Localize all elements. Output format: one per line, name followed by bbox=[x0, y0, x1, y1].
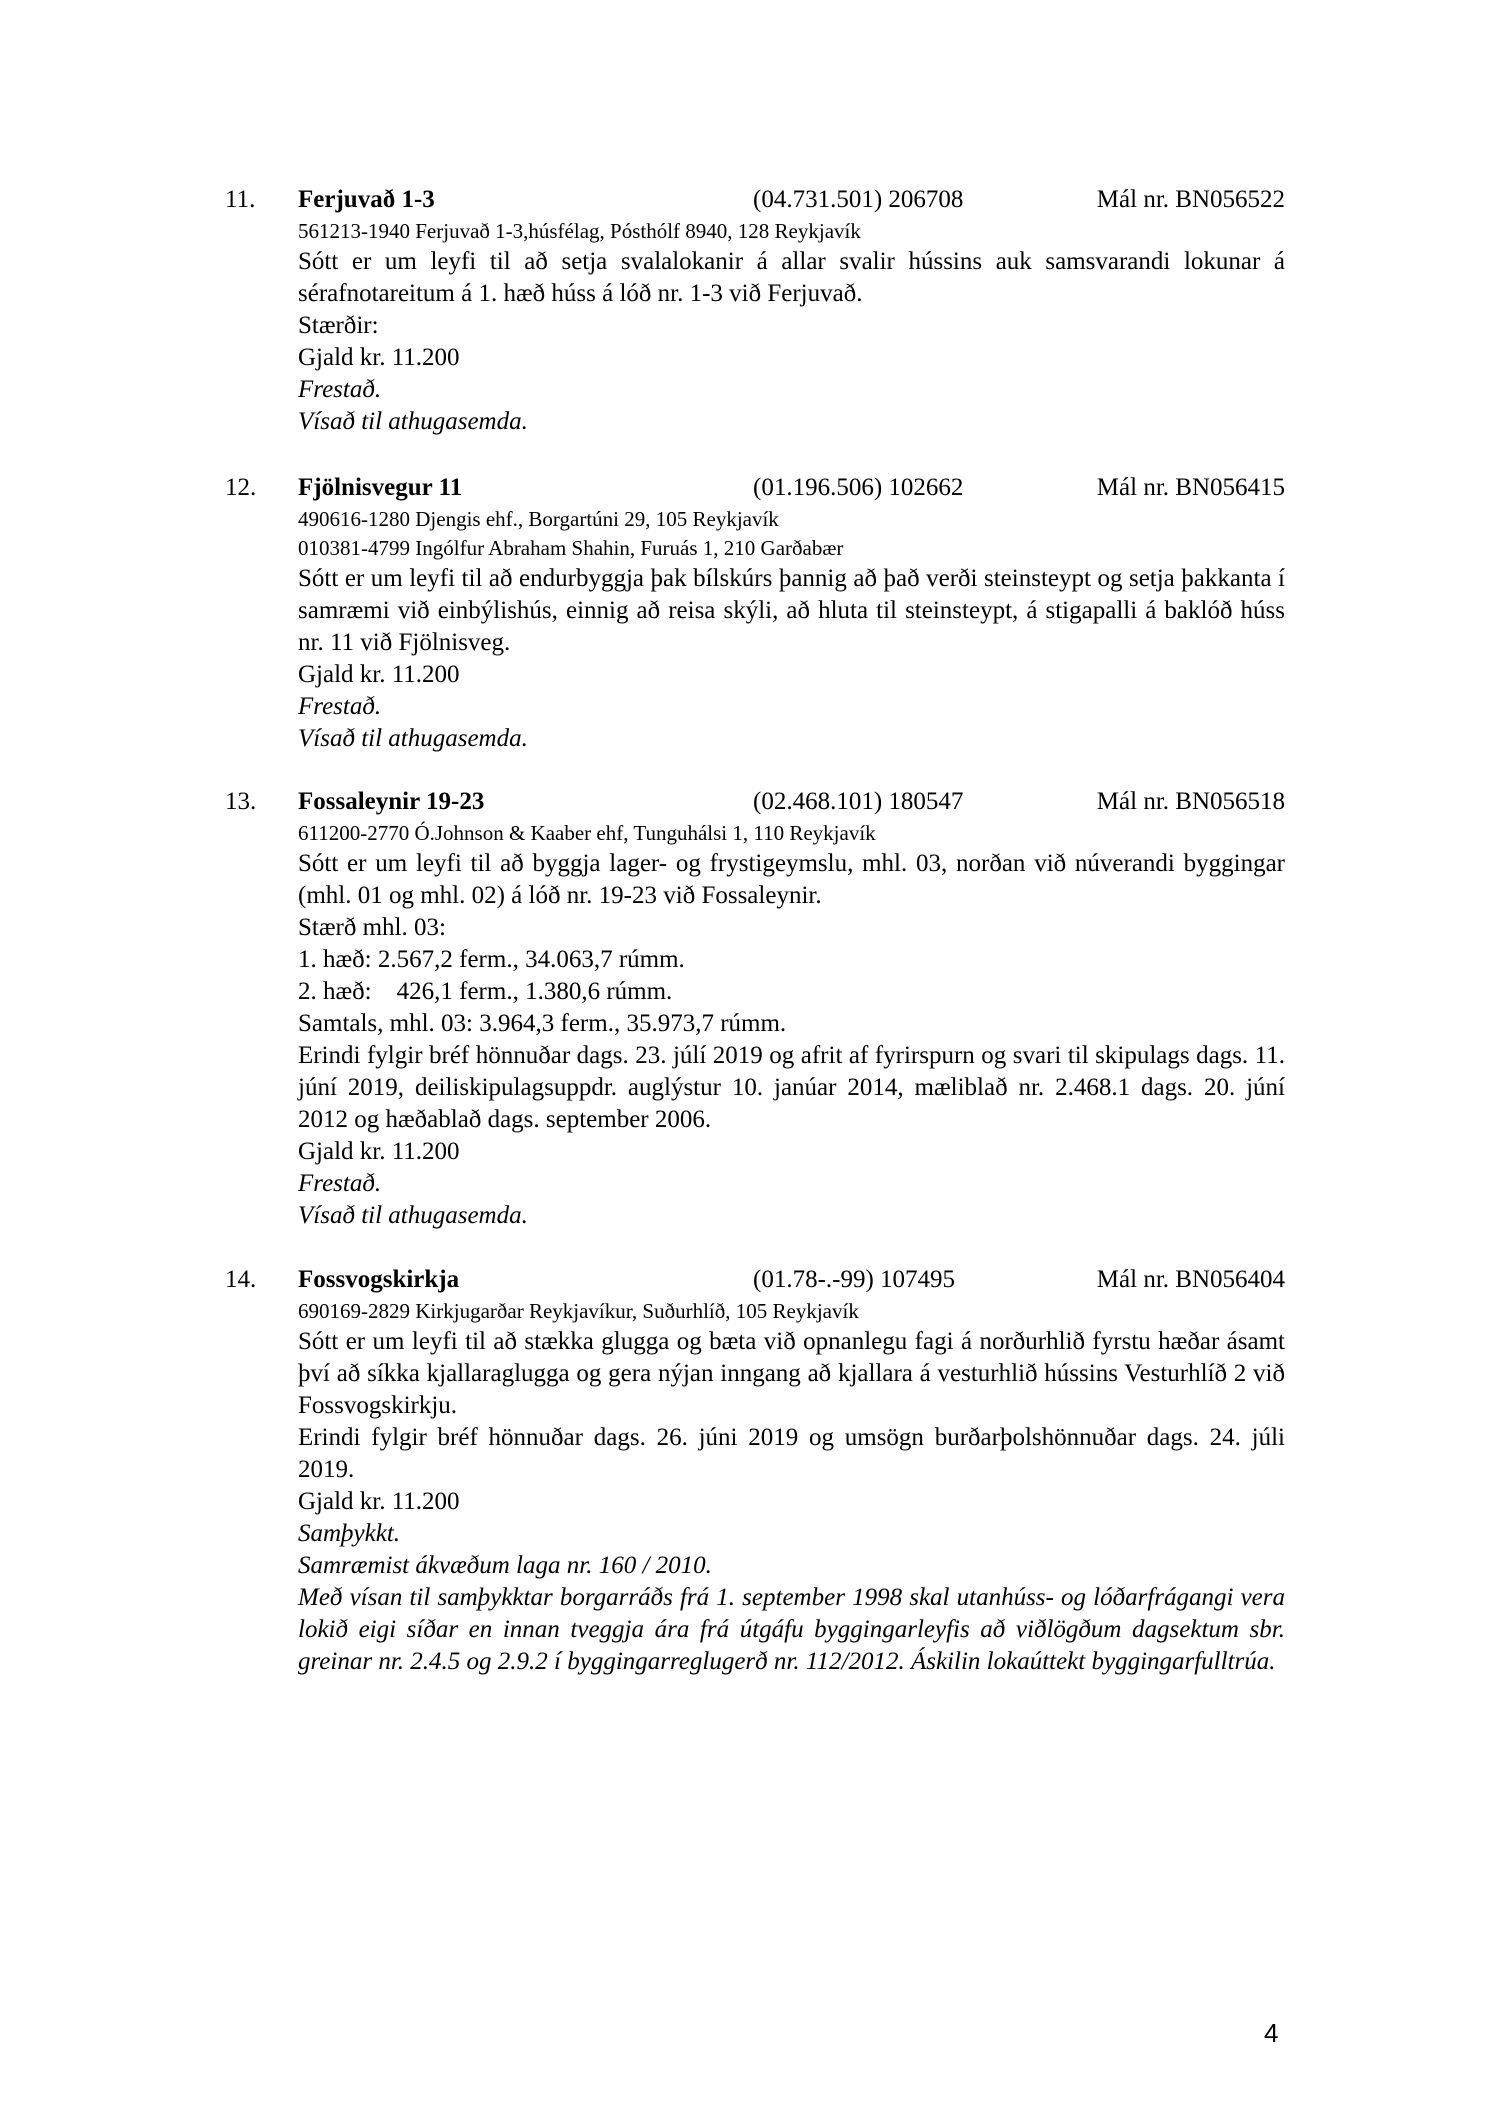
case-attachments: Erindi fylgir bréf hönnuðar dags. 26. júni 2019 og umsögn burðarþolshönnuðar dags. 24. júli 2019. bbox=[298, 1424, 1285, 1483]
dimensions-floor-2: 2. hæð: 426,1 ferm., 1.380,6 rúmm. bbox=[298, 978, 673, 1005]
case-body bbox=[298, 819, 1285, 1232]
case-number: 11. bbox=[225, 186, 256, 213]
property-code: (02.468.101) 180547 bbox=[753, 788, 964, 815]
case-header bbox=[225, 1263, 1285, 1297]
case-description: Sótt er um leyfi til að stækka glugga og bæta við opnanlegu fagi á norðurhlið fyrstu hæðar ásamt því að síkka kjallaraglugga og gera nýjan inngang að kjallara á vesturhlið hússins Vesturhlíð 2 við Fossvogskirkju. bbox=[298, 1328, 1285, 1419]
case-description: Sótt er um leyfi til að endurbyggja þak bílskúrs þannig að það verði steinsteypt og setja þakkanta í samræmi við einbýlishús, einnig að reisa skýli, að hluta til steinsteypt, á stigapalli á baklóð húss nr. 11 við Fjölnisveg. bbox=[298, 565, 1285, 656]
fee: Gjald kr. 11.200 bbox=[298, 344, 460, 371]
case-title: Fossaleynir 19-23 bbox=[298, 788, 485, 815]
page-number: 4 bbox=[1264, 2018, 1279, 2048]
property-code: (04.731.501) 206708 bbox=[753, 186, 964, 213]
fee: Gjald kr. 11.200 bbox=[298, 1488, 460, 1515]
decision: Frestað. bbox=[298, 693, 382, 720]
dimensions-label: Stærðir: bbox=[298, 312, 379, 339]
case-reference: Mál nr. BN056404 bbox=[1096, 1266, 1285, 1293]
dimensions-floor-1: 1. hæð: 2.567,2 ferm., 34.063,7 rúmm. bbox=[298, 946, 685, 973]
conditions-note: Með vísan til samþykktar borgarráðs frá 1. september 1998 skal utanhúss- og lóðarfrágangi vera lokið eigi síðar en innan tveggja ára frá útgáfu byggingarleyfis að viðlögðum dagsektum sbr. greinar nr. 2.4.5 og 2.9.2 í byggingarreglugerð nr. 112/2012. Áskilin lokaúttekt byggingarfulltrúa. bbox=[298, 1584, 1285, 1675]
dimensions-label: Stærð mhl. 03: bbox=[298, 914, 446, 941]
case-header bbox=[225, 183, 1285, 217]
case-title: Ferjuvað 1-3 bbox=[298, 186, 435, 213]
case-number: 12. bbox=[225, 474, 257, 501]
case-14 bbox=[225, 1263, 1285, 1678]
case-number: 14. bbox=[225, 1266, 257, 1293]
case-title: Fjölnisvegur 11 bbox=[298, 474, 463, 501]
decision: Samþykkt. bbox=[298, 1520, 401, 1547]
applicant: 611200-2770 Ó.Johnson & Kaaber ehf, Tunguhálsi 1, 110 Reykjavík bbox=[298, 821, 876, 845]
applicant: 490616-1280 Djengis ehf., Borgartúni 29, 105 Reykjavík bbox=[298, 507, 779, 531]
case-attachments: Erindi fylgir bréf hönnuðar dags. 23. júlí 2019 og afrit af fyrirspurn og svari til skipulags dags. 11. júní 2019, deiliskipulagsuppdr. auglýstur 10. janúar 2014, mæliblað nr. 2.468.1 dags. 20. júní 2012 og hæðablað dags. september 2006. bbox=[298, 1042, 1285, 1133]
property-code: (01.78-.-99) 107495 bbox=[753, 1266, 956, 1293]
case-body bbox=[298, 505, 1285, 755]
case-header bbox=[225, 471, 1285, 505]
case-reference: Mál nr. BN056415 bbox=[1096, 474, 1285, 501]
decision-note: Vísað til athugasemda. bbox=[298, 1202, 528, 1229]
case-13 bbox=[225, 785, 1285, 1232]
case-title: Fossvogskirkja bbox=[298, 1266, 460, 1293]
case-reference: Mál nr. BN056522 bbox=[1096, 186, 1285, 213]
case-body bbox=[298, 217, 1285, 438]
applicant: 010381-4799 Ingólfur Abraham Shahin, Furuás 1, 210 Garðabær bbox=[298, 536, 844, 560]
property-code: (01.196.506) 102662 bbox=[753, 474, 964, 501]
fee: Gjald kr. 11.200 bbox=[298, 1138, 460, 1165]
decision-note: Samræmist ákvæðum laga nr. 160 / 2010. bbox=[298, 1552, 712, 1579]
case-reference: Mál nr. BN056518 bbox=[1096, 788, 1285, 815]
case-12 bbox=[225, 471, 1285, 755]
case-body bbox=[298, 1297, 1285, 1678]
decision: Frestað. bbox=[298, 1170, 382, 1197]
applicant: 561213-1940 Ferjuvað 1-3,húsfélag, Pósthólf 8940, 128 Reykjavík bbox=[298, 219, 861, 243]
case-description: Sótt er um leyfi til að setja svalalokanir á allar svalir hússins auk samsvarandi lokunar á sérafnotareitum á 1. hæð húss á lóð nr. 1-3 við Ferjuvað. bbox=[298, 248, 1285, 307]
decision: Frestað. bbox=[298, 376, 382, 403]
fee: Gjald kr. 11.200 bbox=[298, 661, 460, 688]
case-number: 13. bbox=[225, 788, 257, 815]
case-header bbox=[225, 785, 1285, 819]
dimensions-total: Samtals, mhl. 03: 3.964,3 ferm., 35.973,7 rúmm. bbox=[298, 1010, 787, 1037]
case-11 bbox=[225, 183, 1285, 438]
applicant: 690169-2829 Kirkjugarðar Reykjavíkur, Suðurhlíð, 105 Reykjavík bbox=[298, 1299, 859, 1323]
decision-note: Vísað til athugasemda. bbox=[298, 408, 528, 435]
case-description: Sótt er um leyfi til að byggja lager- og frystigeymslu, mhl. 03, norðan við núverandi byggingar (mhl. 01 og mhl. 02) á lóð nr. 19-23 við Fossaleynir. bbox=[298, 850, 1285, 909]
decision-note: Vísað til athugasemda. bbox=[298, 725, 528, 752]
